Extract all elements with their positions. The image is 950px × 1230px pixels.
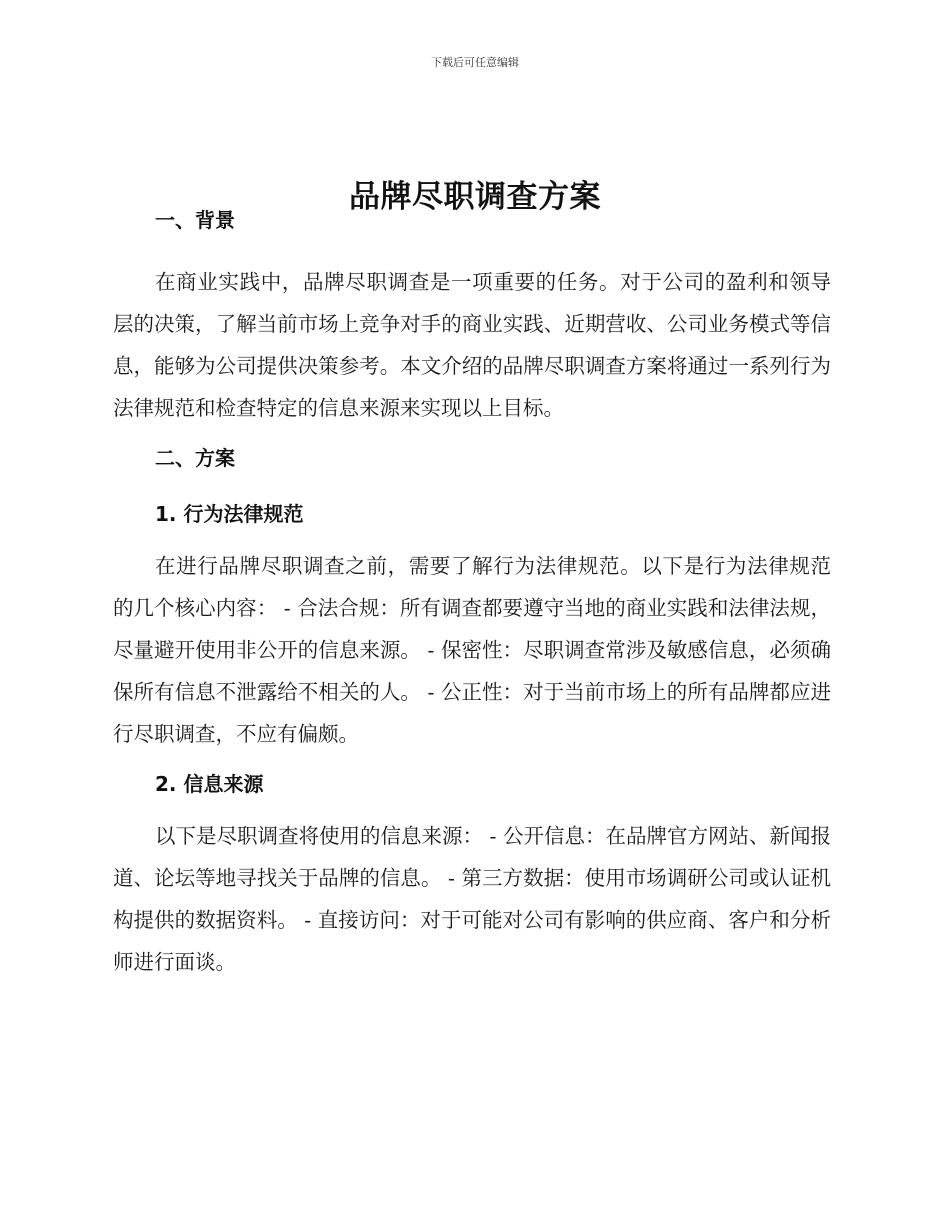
page-header-note: 下载后可任意编辑 [431,56,519,69]
spacer [113,235,831,261]
document-title: 品牌尽职调查方案 [349,178,601,215]
spacer [113,755,831,769]
spacer [113,799,831,815]
section-heading-plan: 二、方案 [155,446,235,470]
info-sources-paragraph: 以下是尽职调查将使用的信息来源： - 公开信息：在品牌官方网站、新闻报道、论坛等地寻找关于品牌的信息。 - 第三方数据：使用市场调研公司或认证机构提供的数据资料。 - 直接访问：对于可能对公司有影响的供应商、客户和分析师进行面谈。 [113,824,831,974]
legal-norms-paragraph: 在进行品牌尽职调查之前，需要了解行为法律规范。以下是行为法律规范的几个核心内容： - 合法合规：所有调查都要遵守当地的商业实践和法律法规，尽量避开使用非公开的信息来源。 - 保密性：尽职调查常涉及敏感信息，必须确保所有信息不泄露给不相关的人。 - 公正性：对于当前市场上的所有品牌都应进行尽职调查，不应有偏颇。 [113,554,831,746]
spacer [113,429,831,443]
background-paragraph: 在商业实践中，品牌尽职调查是一项重要的任务。对于公司的盈利和领导层的决策，了解当前市场上竞争对手的商业实践、近期营收、公司业务模式等信息，能够为公司提供决策参考。本文介绍的品牌尽职调查方案将通过一系列行为法律规范和检查特定的信息来源来实现以上目标。 [113,270,831,420]
subsection-heading-info-sources: 2. 信息来源 [155,772,264,796]
spacer [113,529,831,545]
document-body [113,205,831,983]
spacer [113,473,831,499]
subsection-heading-legal-norms: 1. 行为法律规范 [155,502,304,526]
section-heading-background: 一、背景 [155,208,235,232]
